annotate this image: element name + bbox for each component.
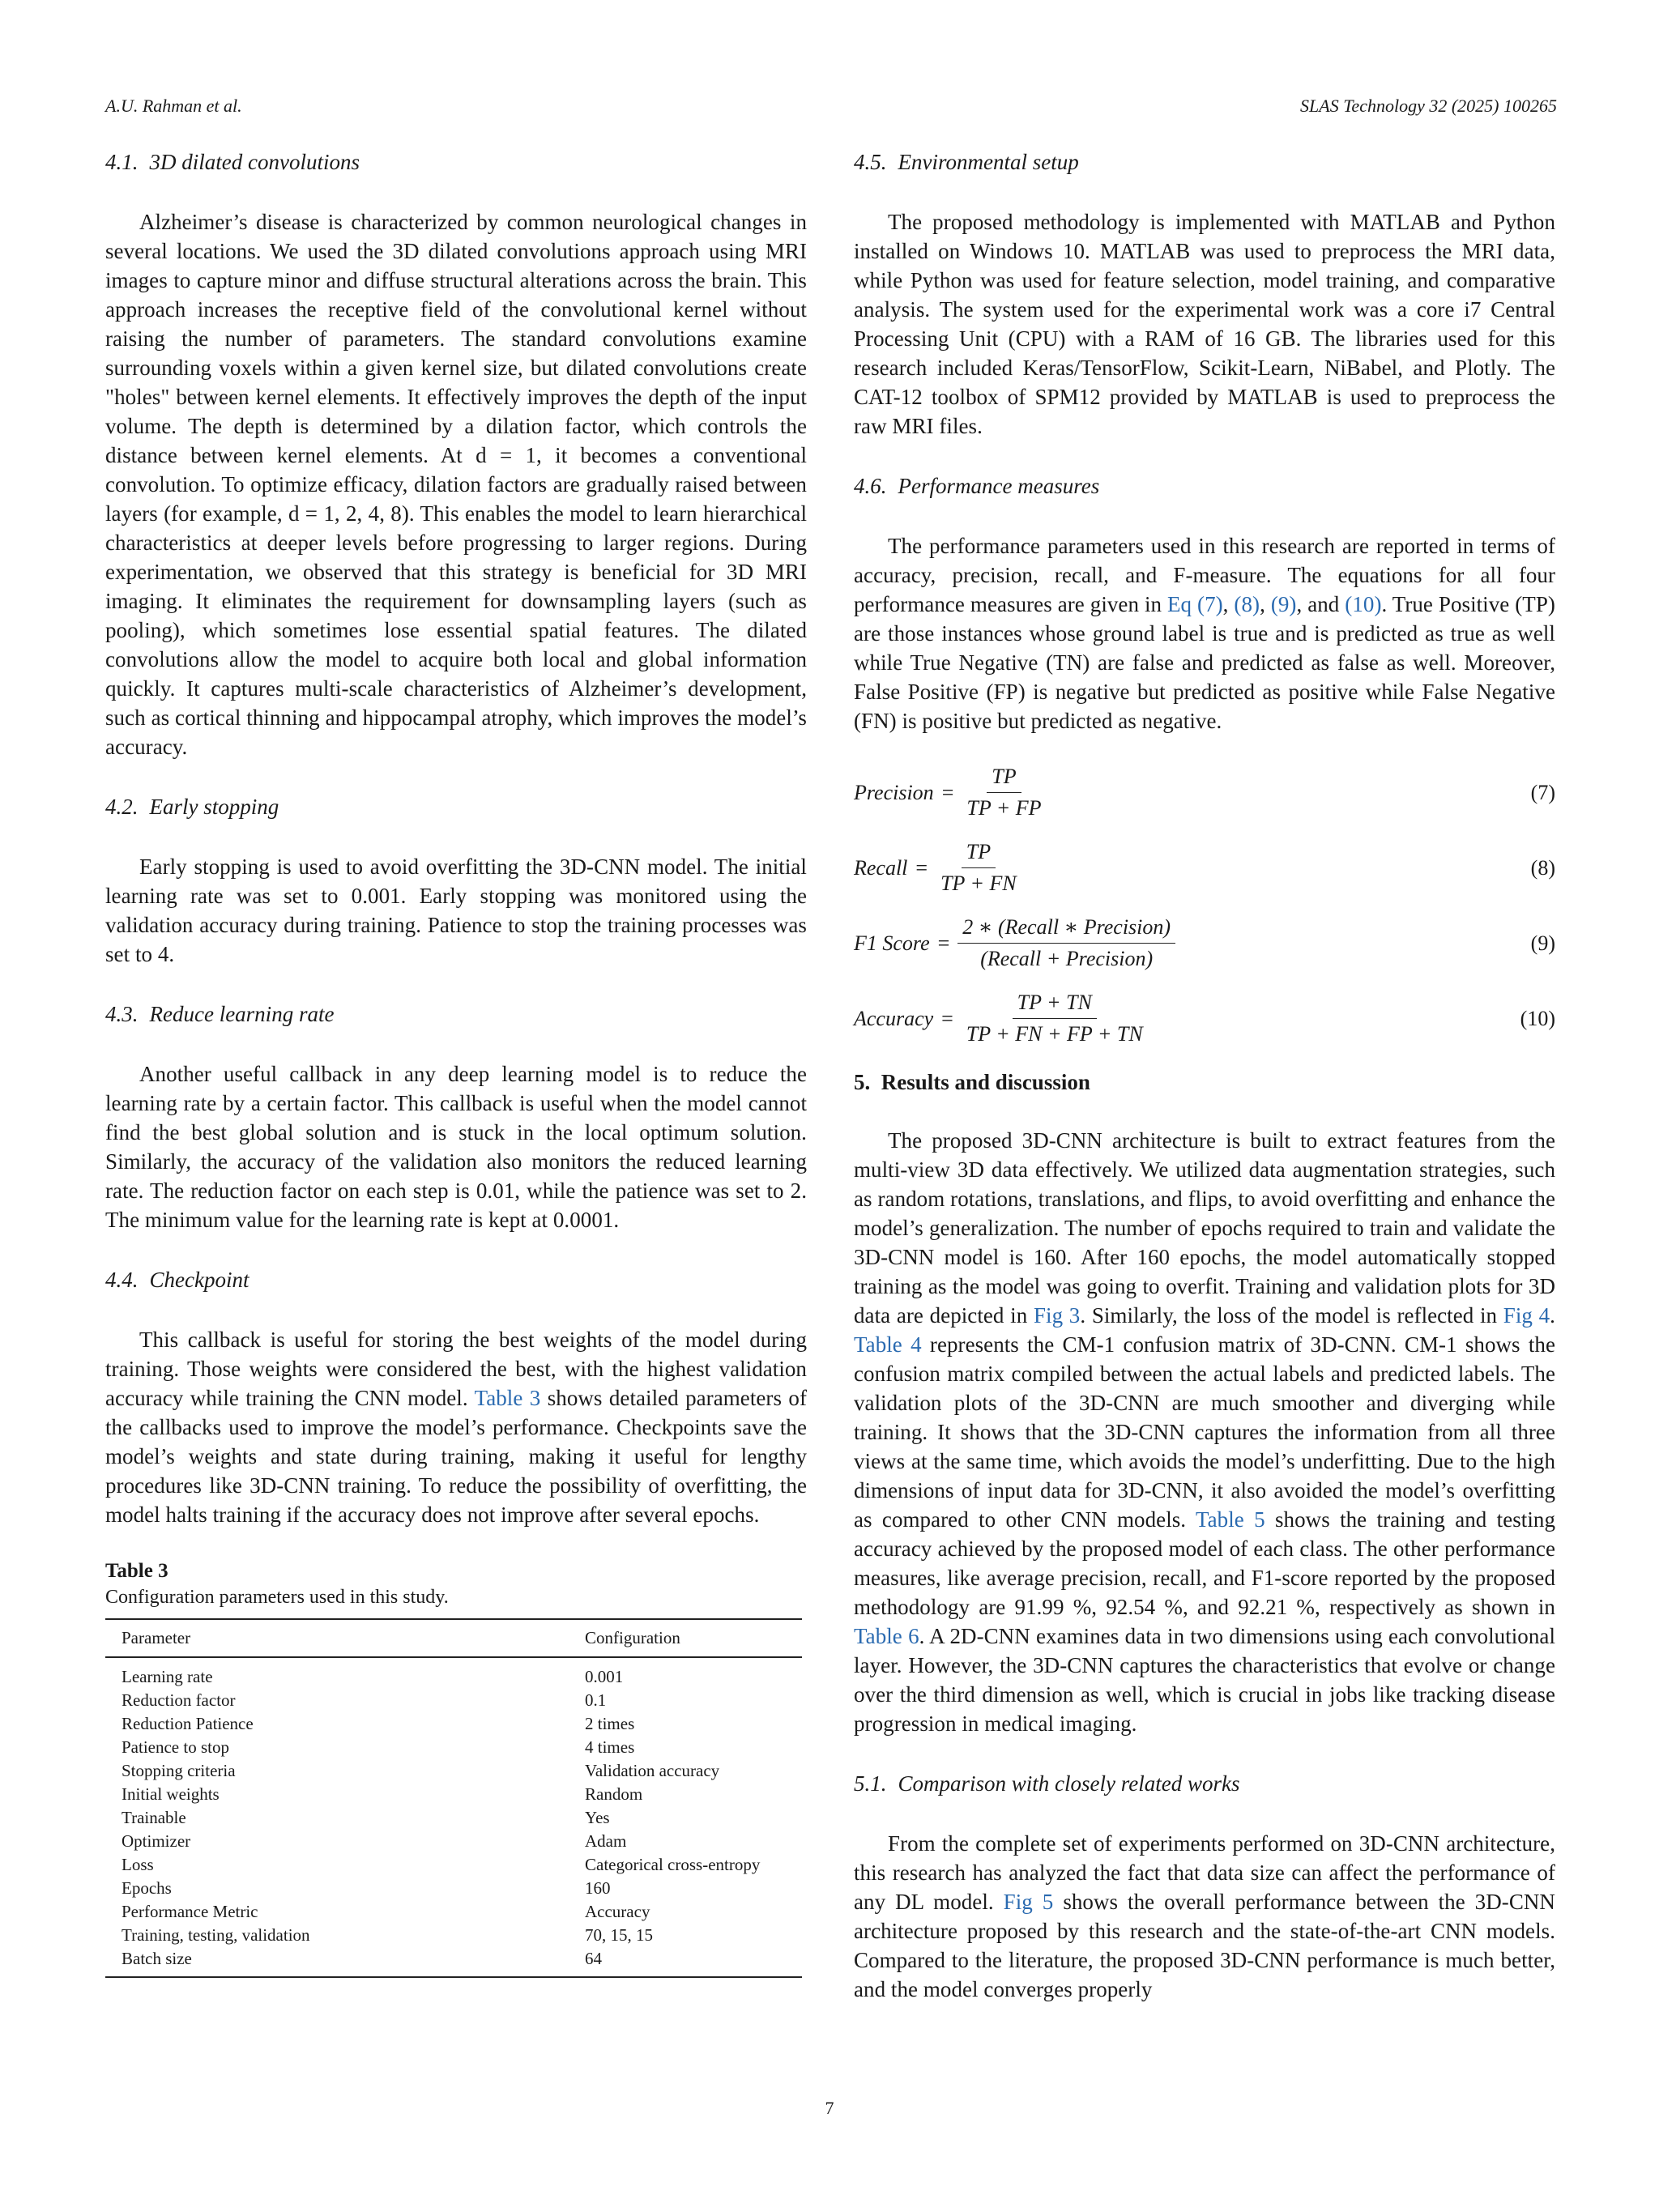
configuration-cell: Random [585,1784,643,1804]
section-number: 5.1. [854,1771,887,1796]
link-fig-5[interactable]: Fig 5 [1003,1890,1054,1914]
denominator: TP + FP [966,796,1042,820]
table-row [105,1877,802,1900]
table-3-caption [105,1558,807,1610]
link-table-5[interactable]: Table 5 [1195,1507,1265,1532]
section-title: Checkpoint [149,1268,249,1292]
parameter-cell: Reduction factor [122,1690,236,1710]
equals-sign: = [941,780,954,804]
section-title: Performance measures [898,474,1100,498]
section-title: Early stopping [149,795,279,819]
table-body [105,1657,802,1977]
section-heading-5 [854,1066,1555,1098]
parameter-cell: Stopping criteria [122,1761,236,1780]
configuration-cell: 64 [585,1947,802,1977]
link-table-3[interactable]: Table 3 [474,1386,541,1410]
configuration-cell: Yes [585,1808,610,1827]
equals-sign: = [937,931,950,955]
text-run: shows the training and testing accuracy achieved by the proposed model of each class. The other performance measures, like average precision, recall, and F1-score reported by the proposed methodology are 91.99 %, 92.54 %, and 92.21 %, respectively as shown in [854,1507,1556,1619]
table-row [105,1853,802,1877]
link-eq-9[interactable]: (9) [1270,592,1297,616]
parameter-cell: Loss [122,1855,154,1874]
numerator: 2 ∗ (Recall ∗ Precision) [957,915,1175,944]
section-heading-4-6 [854,470,1555,502]
parameter-cell: Training, testing, validation [122,1925,310,1945]
parameter-cell: Optimizer [122,1831,191,1851]
link-fig-4[interactable]: Fig 4 [1503,1303,1550,1328]
section-number: 5. [854,1070,871,1094]
section-number: 4.1. [105,150,139,174]
link-table-6[interactable]: Table 6 [854,1624,919,1648]
equation-number: (7) [1530,780,1555,804]
fraction [962,765,1046,820]
fraction [957,915,1175,971]
fraction [962,991,1148,1046]
section-number: 4.6. [854,474,887,498]
denominator: TP + FN [940,872,1017,895]
paragraph-checkpoint [105,1325,807,1529]
configuration-table [105,1618,802,1978]
left-column [105,146,807,1978]
table-row [105,1924,802,1947]
section-number: 4.5. [854,150,887,174]
section-heading-4-2 [105,791,807,823]
right-column [854,146,1555,2033]
section-title: Environmental setup [898,150,1079,174]
configuration-cell: Adam [585,1831,627,1851]
running-head-authors: A.U. Rahman et al. [105,96,242,116]
configuration-cell: 2 times [585,1714,635,1733]
configuration-cell: 160 [585,1878,611,1898]
text-run: From the complete set of experiments performed on 3D-CNN architecture, this research has analyzed the fact that data size can affect the performance of any DL model. [854,1831,1555,1914]
equation-lhs: Precision [854,780,934,804]
configuration-cell: 4 times [585,1737,635,1757]
link-eq-8[interactable]: (8) [1234,592,1260,616]
paragraph-comparison [854,1829,1555,2004]
configuration-cell: 0.001 [585,1667,624,1686]
equation-expression [854,840,1021,896]
link-fig-3[interactable]: Fig 3 [1033,1303,1081,1328]
section-number: 4.2. [105,795,139,819]
equation [854,915,1555,971]
table-row [105,1712,802,1736]
table-row [105,1736,802,1759]
section-title: Results and discussion [881,1070,1090,1094]
parameter-cell: Learning rate [122,1667,213,1686]
section-title: Comparison with closely related works [898,1771,1240,1796]
link-eq-10[interactable]: (10) [1345,592,1382,616]
equals-sign: = [915,855,928,880]
section-title: Reduce learning rate [149,1002,335,1026]
equation-number: (10) [1520,1006,1555,1030]
header-parameter: Parameter [105,1619,585,1657]
equation-expression [854,915,1175,971]
table-row [105,1657,802,1689]
paragraph-performance-measures: The performance parameters used in this research are reported in terms of accuracy, precision, recall, and F-measure. The equations for all four performance measures are given in Eq (7), (8), (9), and (10). True Positive (TP) are those instances whose ground label is true and is predicted as true as well while True Negative (TN) are false and predicted as false as well. Moreover, False Positive (FP) is negative but predicted as positive while False Negative (FN) is positive but predicted as negative. [854,534,1555,733]
numerator: TP + TN [1013,991,1097,1019]
text-run: shows detailed parameters of the callbacks used to improve the model’s performance. Checkpoints save the model’s weights and state during training, making it useful for lengthy procedures like 3D-CNN training. To reduce the possibility of overfitting, the model halts training if the accuracy does not improve after several epochs. [105,1386,807,1527]
denominator: TP + FN + FP + TN [966,1022,1143,1046]
equals-sign: = [941,1006,953,1030]
equation-lhs: Accuracy [854,1006,934,1030]
equation-number: (8) [1530,855,1555,880]
table-row [105,1783,802,1806]
numerator: TP [987,765,1021,793]
table-header-row [105,1619,802,1657]
equation [854,991,1555,1046]
section-title: 3D dilated convolutions [149,150,360,174]
paragraph-reduce-learning-rate: Another useful callback in any deep learning model is to reduce the learning rate by a certain factor. This callback is useful when the model cannot find the best global solution and is stuck in the local optimum solution. Similarly, the accuracy of the validation also monitors the reduced learning rate. The reduction factor on each step is 0.01, while the patience was set to 2. The minimum value for the learning rate is kept at 0.0001. [105,1062,807,1232]
table-row [105,1900,802,1924]
table-row [105,1947,802,1977]
section-heading-4-3 [105,998,807,1030]
configuration-cell: Categorical cross-entropy [585,1855,761,1874]
parameter-cell: Initial weights [122,1784,220,1804]
table-caption-text: Configuration parameters used in this study. [105,1587,449,1608]
equation-lhs: Recall [854,855,908,880]
section-heading-4-4 [105,1264,807,1296]
paragraph-environmental-setup: The proposed methodology is implemented with MATLAB and Python installed on Windows 10. MATLAB was used to preprocess the MRI data, while Python was used for feature selection, model training, and comparative analysis. The system used for the experimental work was a core i7 Central Processing Unit (CPU) with a RAM of 16 GB. The libraries used for this research included Keras/TensorFlow, Scikit-Learn, NiBabel, and Plotly. The CAT-12 toolbox of SPM12 provided by MATLAB is used to preprocess the raw MRI files. [854,210,1555,438]
denominator: (Recall + Precision) [980,947,1154,970]
configuration-cell: Accuracy [585,1902,650,1921]
configuration-cell: Validation accuracy [585,1761,720,1780]
section-heading-5-1 [854,1767,1555,1800]
text-run: The performance parameters used in this research are reported in terms of accuracy, precision, recall, and F-measure. The equations for all four performance measures are given in [854,534,1555,616]
parameter-cell: Patience to stop [122,1737,229,1757]
section-number: 4.4. [105,1268,139,1292]
table-row [105,1830,802,1853]
configuration-cell: 0.1 [585,1690,607,1710]
text-run: shows the overall performance between the 3D-CNN architecture proposed by this research and the state-of-the-art CNN models. Compared to the literature, the proposed 3D-CNN performance is much better, and the model converges properly [854,1890,1555,2001]
link-table-4[interactable]: Table 4 [854,1332,922,1357]
text-run: . A 2D-CNN examines data in two dimensions using each convolutional layer. However, the 3D-CNN captures the characteristics that evolve or change over the third dimension as well, which is crucial in jobs like tracking disease progression in medical imaging. [854,1624,1555,1736]
parameter-cell: Epochs [122,1878,172,1898]
text-run: . Similarly, the loss of the model is reflected in [1080,1303,1498,1328]
header-configuration: Configuration [585,1619,802,1657]
section-heading-4-1 [105,146,807,178]
text-run: . True Positive (TP) are those instances whose ground label is true and is predicted as true as well while True Negative (TN) are false and predicted as false as well. Moreover, False Positive (FP) is negative but predicted as positive while False Negative (FN) is positive but predicted as negative. [854,592,1555,733]
text-run: . [1550,1303,1555,1328]
configuration-cell: 70, 15, 15 [585,1925,653,1945]
paragraph-results [854,1126,1555,1738]
parameter-cell: Batch size [105,1947,585,1977]
equation-expression [854,765,1047,820]
equation-lhs: F1 Score [854,931,930,955]
parameter-cell: Performance Metric [122,1902,258,1921]
page-number: 7 [825,2098,834,2118]
section-number: 4.3. [105,1002,139,1026]
table-row [105,1689,802,1712]
running-head-journal: SLAS Technology 32 (2025) 100265 [1300,96,1557,116]
text-run: represents the CM-1 confusion matrix of 3D-CNN. CM-1 shows the confusion matrix compiled between the actual labels and predicted labels. The validation plots of the 3D-CNN are much smoother and diverging while training. It shows that the 3D-CNN captures the information from all three views at the same time, which avoids the model’s underfitting. Due to the high dimensions of input data for 3D-CNN, it also avoided the model’s overfitting as compared to other CNN models. [854,1332,1555,1532]
text-run: The proposed 3D-CNN architecture is built to extract features from the multi-view 3D data effectively. We utilized data augmentation strategies, such as random rotations, translations, and flips, to avoid overfitting and enhance the model’s generalization. The number of epochs required to train and validate the 3D-CNN model is 160. After 160 epochs, the model automatically stopped training as the model was going to overfit. Training and validation plots for 3D data are depicted in [854,1128,1555,1328]
paragraph-early-stopping: Early stopping is used to avoid overfitting the 3D-CNN model. The initial learning rate was set to 0.001. Early stopping was monitored using the validation accuracy during training. Patience to stop the training processes was set to 4. [105,855,807,966]
parameter-cell: Trainable [122,1808,186,1827]
table-label: Table 3 [105,1560,168,1582]
equations-block [854,765,1555,1046]
text-run: and [1307,592,1340,616]
equation-number: (9) [1530,931,1555,955]
paragraph-dilated-convolutions: Alzheimer’s disease is characterized by common neurological changes in several locations. We used the 3D dilated convolutions approach using MRI images to capture minor and diffuse structural alterations across the brain. This approach increases the receptive field of the convolutional kernel without raising the number of parameters. The standard convolutions examine surrounding voxels within a given kernel size, but dilated convolutions create "holes" between kernel elements. It effectively improves the depth of the input volume. The depth is determined by a dilation factor, which controls the distance between kernel elements. At d = 1, it becomes a conventional convolution. To optimize efficacy, dilation factors are gradually raised between layers (for example, d = 1, 2, 4, 8). This enables the model to learn hierarchical characteristics at deeper levels before progressing to larger regions. During experimentation, we observed that this strategy is beneficial for 3D MRI imaging. It eliminates the requirement for downsampling layers (such as pooling), which sometimes lose essential spatial features. The dilated convolutions allow the model to acquire both local and global information quickly. It captures multi-scale characteristics of Alzheimer’s development, such as cortical thinning and hippocampal atrophy, which improves the model’s accuracy. [105,210,807,759]
table-row [105,1806,802,1830]
text-run: This callback is useful for storing the best weights of the model during training. Those weights were considered the best, with the highest validation accuracy while training the CNN model. [105,1328,807,1410]
equation [854,765,1555,820]
table-row [105,1759,802,1783]
numerator: TP [962,840,996,868]
fraction [936,840,1021,896]
equation [854,840,1555,896]
section-heading-4-5 [854,146,1555,178]
equation-expression [854,991,1148,1046]
parameter-cell: Reduction Patience [122,1714,254,1733]
link-eq-7[interactable]: Eq (7) [1167,592,1223,616]
